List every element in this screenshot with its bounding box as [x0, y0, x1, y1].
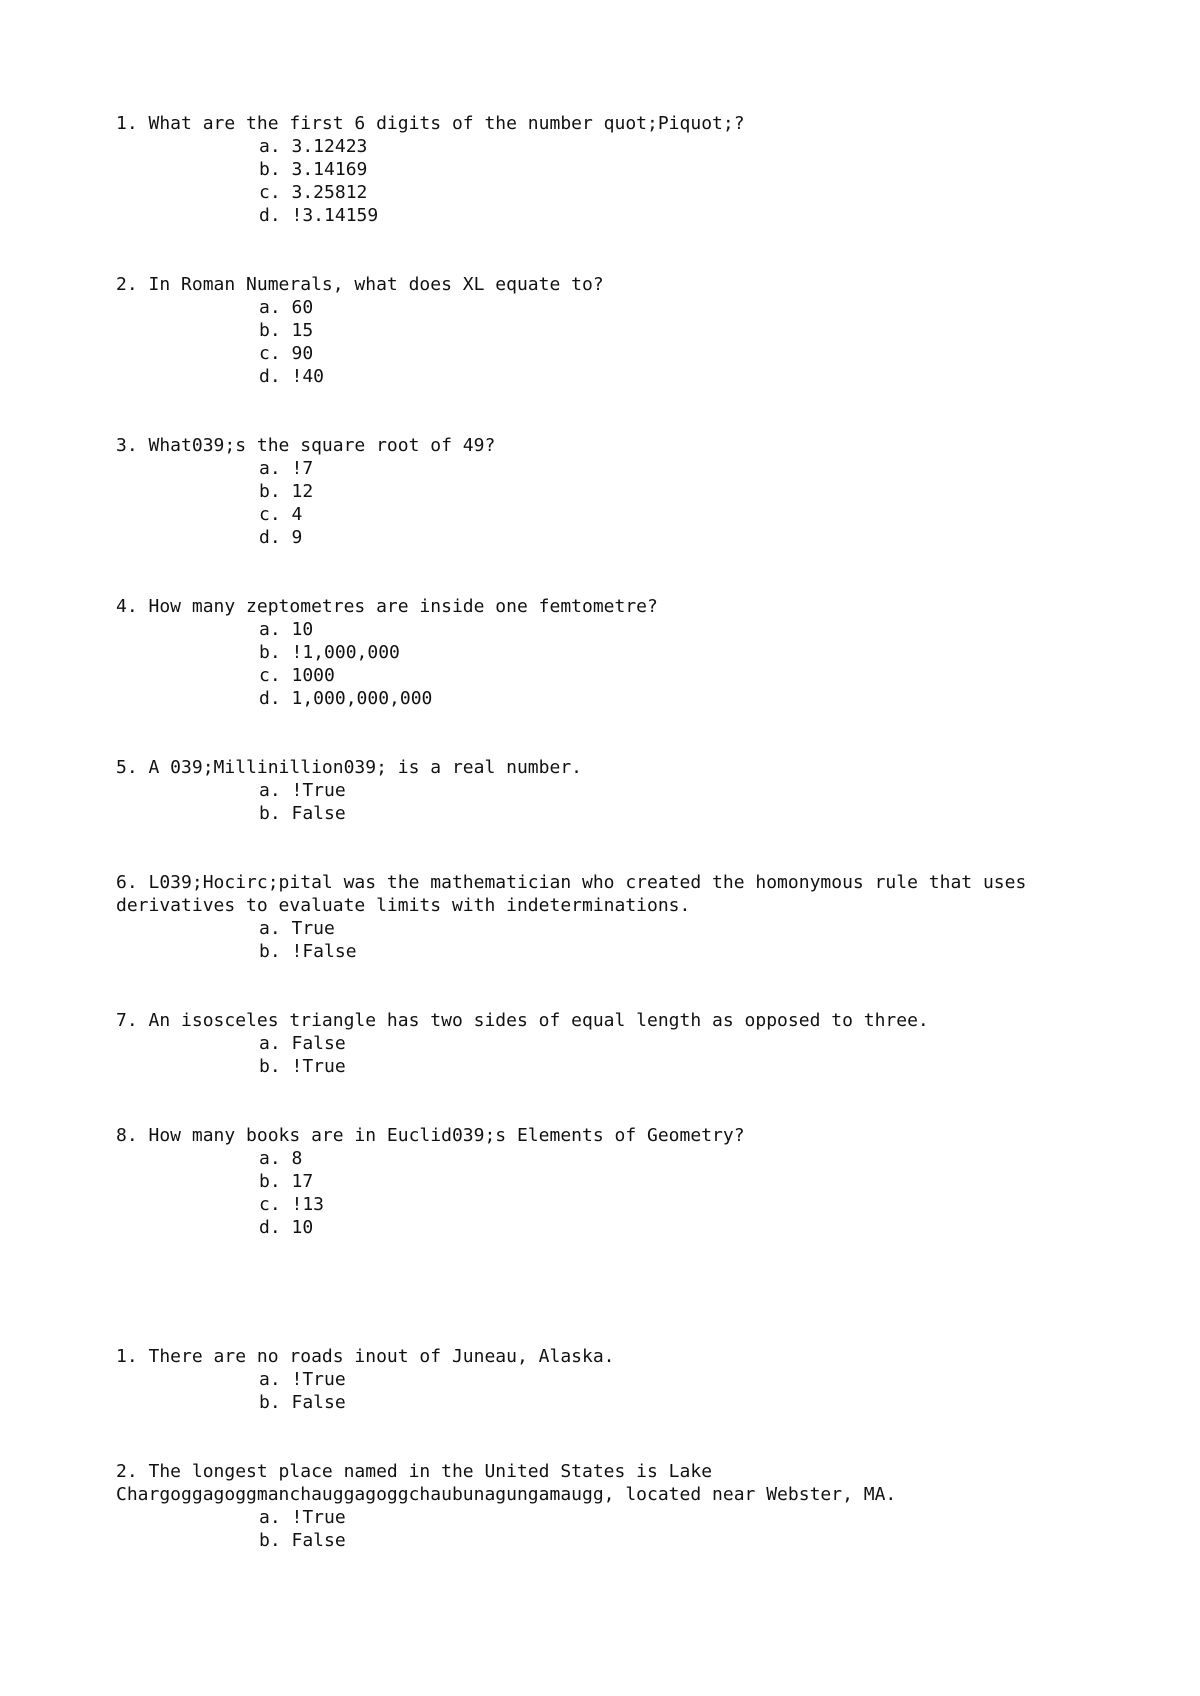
answer-option: b. False [259, 803, 346, 824]
answer-options [116, 779, 1116, 825]
question-item [116, 1460, 1116, 1552]
section-spacer [116, 1285, 1116, 1345]
question-item [116, 756, 1116, 825]
answer-option: b. False [259, 1530, 346, 1551]
quiz-document [116, 112, 1116, 1598]
answer-option: a. True [259, 918, 335, 939]
answer-option: b. 3.14169 [259, 159, 368, 180]
answer-option: a. !True [259, 1369, 346, 1390]
question-text: 5. A 039;Millinillion039; is a real number. [116, 757, 582, 778]
answer-option: c. 1000 [259, 665, 335, 686]
answer-option: b. False [259, 1392, 346, 1413]
answer-options [116, 457, 1116, 549]
answer-option: d. 10 [259, 1217, 314, 1238]
answer-option: c. 4 [259, 504, 303, 525]
answer-options [116, 1506, 1116, 1552]
question-item [116, 112, 1116, 227]
question-text: 3. What039;s the square root of 49? [116, 435, 496, 456]
answer-option: a. !7 [259, 458, 314, 479]
answer-option: c. !13 [259, 1194, 325, 1215]
answer-option: a. !True [259, 1507, 346, 1528]
question-text: 1. There are no roads inout of Juneau, Alaska. [116, 1346, 615, 1367]
answer-option: b. !1,000,000 [259, 642, 400, 663]
question-item [116, 1124, 1116, 1239]
question-text: 1. What are the first 6 digits of the number quot;Piquot;? [116, 113, 745, 134]
question-item [116, 1009, 1116, 1078]
answer-options [116, 1032, 1116, 1078]
answer-option: b. 12 [259, 481, 314, 502]
answer-option: d. !3.14159 [259, 205, 379, 226]
answer-options [116, 618, 1116, 710]
question-text: 8. How many books are in Euclid039;s Elements of Geometry? [116, 1125, 745, 1146]
quiz-section-geography [116, 1345, 1116, 1552]
answer-option: a. 10 [259, 619, 314, 640]
answer-option: a. 3.12423 [259, 136, 368, 157]
answer-option: b. !True [259, 1056, 346, 1077]
answer-option: a. 8 [259, 1148, 303, 1169]
answer-option: a. False [259, 1033, 346, 1054]
question-item [116, 1345, 1116, 1414]
question-text: 2. The longest place named in the United States is Lake Chargoggagoggmanchauggagoggchaubunagungamaugg, located near Webster, MA. [116, 1461, 897, 1505]
answer-option: c. 3.25812 [259, 182, 368, 203]
answer-options [116, 296, 1116, 388]
question-text: 7. An isosceles triangle has two sides of equal length as opposed to three. [116, 1010, 929, 1031]
answer-options [116, 135, 1116, 227]
answer-option: b. 15 [259, 320, 314, 341]
question-item [116, 595, 1116, 710]
quiz-section-math [116, 112, 1116, 1239]
question-text: 2. In Roman Numerals, what does XL equate to? [116, 274, 604, 295]
answer-option: c. 90 [259, 343, 314, 364]
answer-option: a. !True [259, 780, 346, 801]
answer-option: a. 60 [259, 297, 314, 318]
question-item [116, 871, 1116, 963]
question-item [116, 273, 1116, 388]
answer-option: d. !40 [259, 366, 325, 387]
answer-option: d. 9 [259, 527, 303, 548]
answer-options [116, 1368, 1116, 1414]
question-text: 6. L039;Hocirc;pital was the mathematician who created the homonymous rule that uses derivatives to evaluate limits with indeterminations. [116, 872, 1038, 916]
answer-option: b. !False [259, 941, 357, 962]
question-item [116, 434, 1116, 549]
answer-option: d. 1,000,000,000 [259, 688, 433, 709]
question-text: 4. How many zeptometres are inside one femtometre? [116, 596, 658, 617]
answer-option: b. 17 [259, 1171, 314, 1192]
answer-options [116, 1147, 1116, 1239]
answer-options [116, 917, 1116, 963]
